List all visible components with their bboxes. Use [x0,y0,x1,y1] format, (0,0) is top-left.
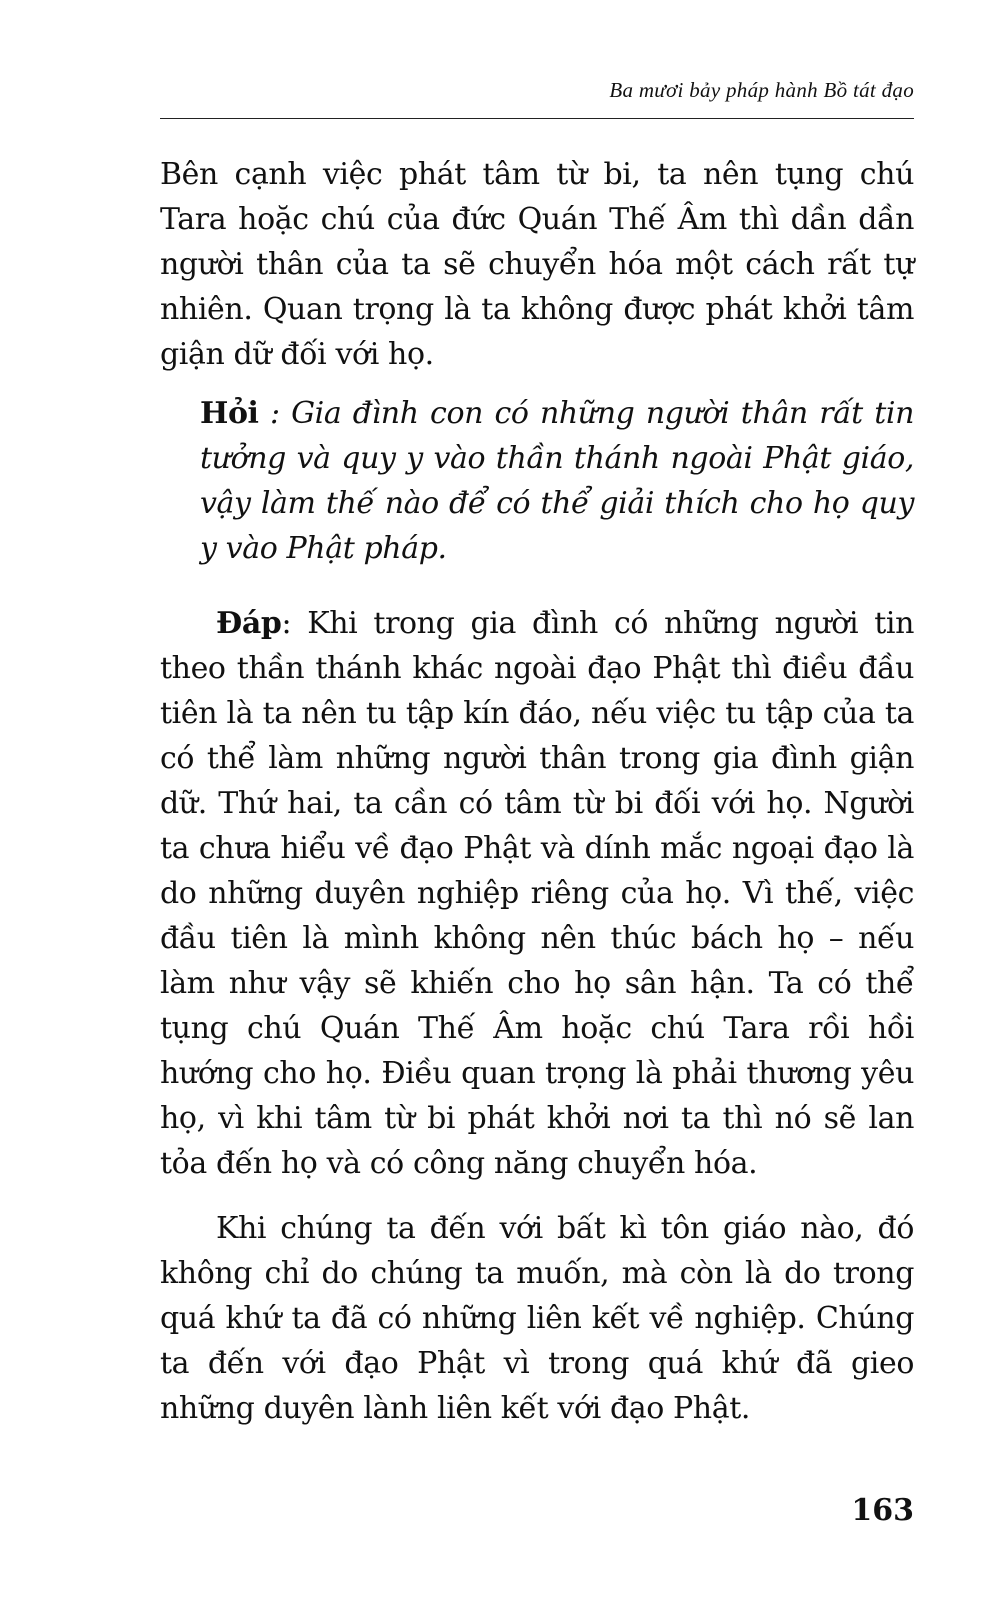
question-paragraph [200,391,914,571]
answer-paragraph [160,601,914,1186]
running-header: Ba mươi bảy pháp hành Bồ tát đạo [609,78,914,102]
page-number: 163 [851,1493,914,1528]
paragraph-intro: Bên cạnh việc phát tâm từ bi, ta nên tụng chú Tara hoặc chú của đức Quán Thế Âm thì dần dần người thân của ta sẽ chuyển hóa một cách rất tự nhiên. Quan trọng là ta không được phát khởi tâm giận dữ đối với họ. [160,157,914,372]
answer-text: : Khi trong gia đình có những người tin theo thần thánh khác ngoài đạo Phật thì điều đầu tiên là ta nên tu tập kín đáo, nếu việc tu tập của ta có thể làm những người thân trong gia đình giận dữ. Thứ hai, ta cần có tâm từ bi đối với họ. Người ta chưa hiểu về đạo Phật và dính mắc ngoại đạo là do những duyên nghiệp riêng của họ. Vì thế, việc đầu tiên là mình không nên thúc bách họ – nếu làm như vậy sẽ khiến cho họ sân hận. Ta có thể tụng chú Quán Thế Âm hoặc chú Tara rồi hồi hướng cho họ. Điều quan trọng là phải thương yêu họ, vì khi tâm từ bi phát khởi nơi ta thì nó sẽ lan tỏa đến họ và có công năng chuyển hóa. [160,606,914,1181]
page-body [160,152,914,1431]
paragraph-closing: Khi chúng ta đến với bất kì tôn giáo nào, đó không chỉ do chúng ta muốn, mà còn là do trong quá khứ ta đã có những liên kết về nghiệp. Chúng ta đến với đạo Phật vì trong quá khứ đã gieo những duyên lành liên kết với đạo Phật. [160,1211,914,1426]
question-label: Hỏi [200,396,259,431]
header-divider [160,118,914,119]
question-text: : Gia đình con có những người thân rất tin tưởng và quy y vào thần thánh ngoài Phật giáo, vậy làm thế nào để có thể giải thích cho họ quy y vào Phật pháp. [200,396,914,566]
answer-label: Đáp [216,606,282,641]
